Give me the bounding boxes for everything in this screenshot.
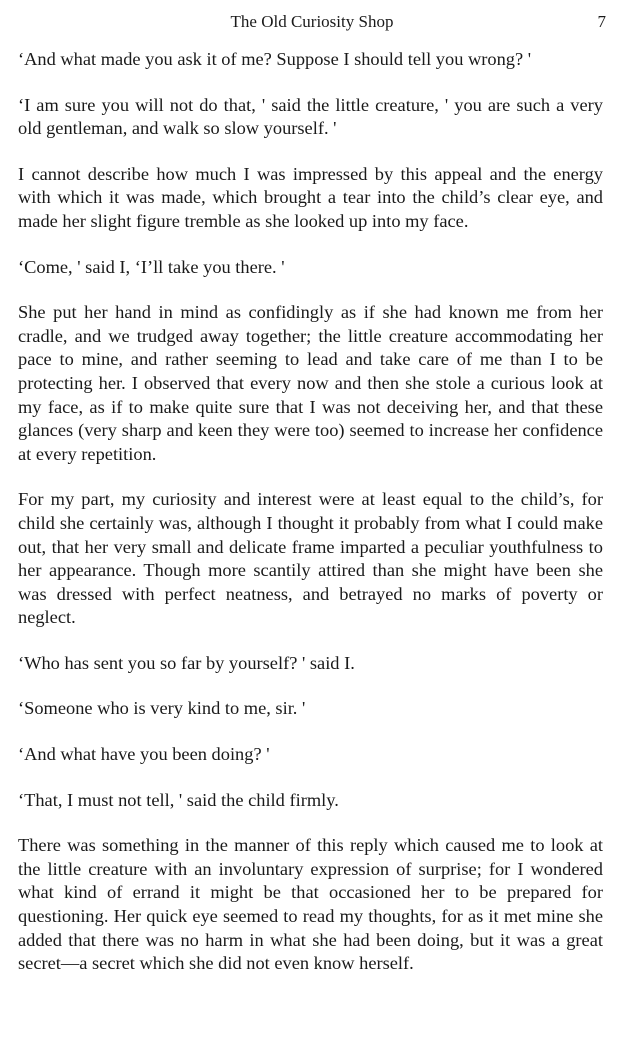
paragraph: She put her hand in mind as confidingly as if she had known me from her cradle, and we trudged away together; the little creature accommodating her pace to mine, and rather seeming to lead and take care of me than I to be protecting her. I observed that every now and then she stole a curious look at my face, as if to make quite sure that I was not deceiving her, and that these glances (very sharp and keen they were too) seemed to increase her confidence at every repetition. — [18, 302, 603, 464]
paragraph: There was something in the manner of this reply which caused me to look at the little creature with an involuntary expression of surprise; for I wondered what kind of errand it might be that occasioned her to be prepared for questioning. Her quick eye seemed to read my thoughts, for as it met mine she added that there was no harm in what she had been doing, but it was a great secret—a secret which she did not even know herself. — [18, 835, 603, 974]
paragraph: ‘Someone who is very kind to me, sir. ' — [18, 698, 306, 719]
body-text — [18, 48, 603, 976]
paragraph: I cannot describe how much I was impressed by this appeal and the energy with which it was made, which brought a tear into the child’s clear eye, and made her slight figure tremble as she looked up into my face. — [18, 163, 603, 231]
paragraph: ‘Who has sent you so far by yourself? ' said I. — [18, 652, 355, 673]
book-title: The Old Curiosity Shop — [230, 12, 394, 31]
paragraph: ‘Come, ' said I, ‘I’ll take you there. ' — [18, 256, 285, 277]
paragraph: ‘I am sure you will not do that, ' said the little creature, ' you are such a very old gentleman, and walk so slow yourself. ' — [18, 94, 603, 139]
running-header — [18, 12, 606, 38]
page-number: 7 — [597, 12, 606, 31]
paragraph: For my part, my curiosity and interest were at least equal to the child’s, for child she certainly was, although I thought it probably from what I could make out, that her very small and delicate frame imparted a peculiar youthfulness to her appearance. Though more scantily attired than she might have been she was dressed with perfect neatness, and betrayed no marks of poverty or neglect. — [18, 489, 603, 628]
paragraph: ‘That, I must not tell, ' said the child firmly. — [18, 789, 339, 810]
paragraph: ‘And what made you ask it of me? Suppose I should tell you wrong? ' — [18, 49, 532, 69]
paragraph: ‘And what have you been doing? ' — [18, 744, 270, 765]
